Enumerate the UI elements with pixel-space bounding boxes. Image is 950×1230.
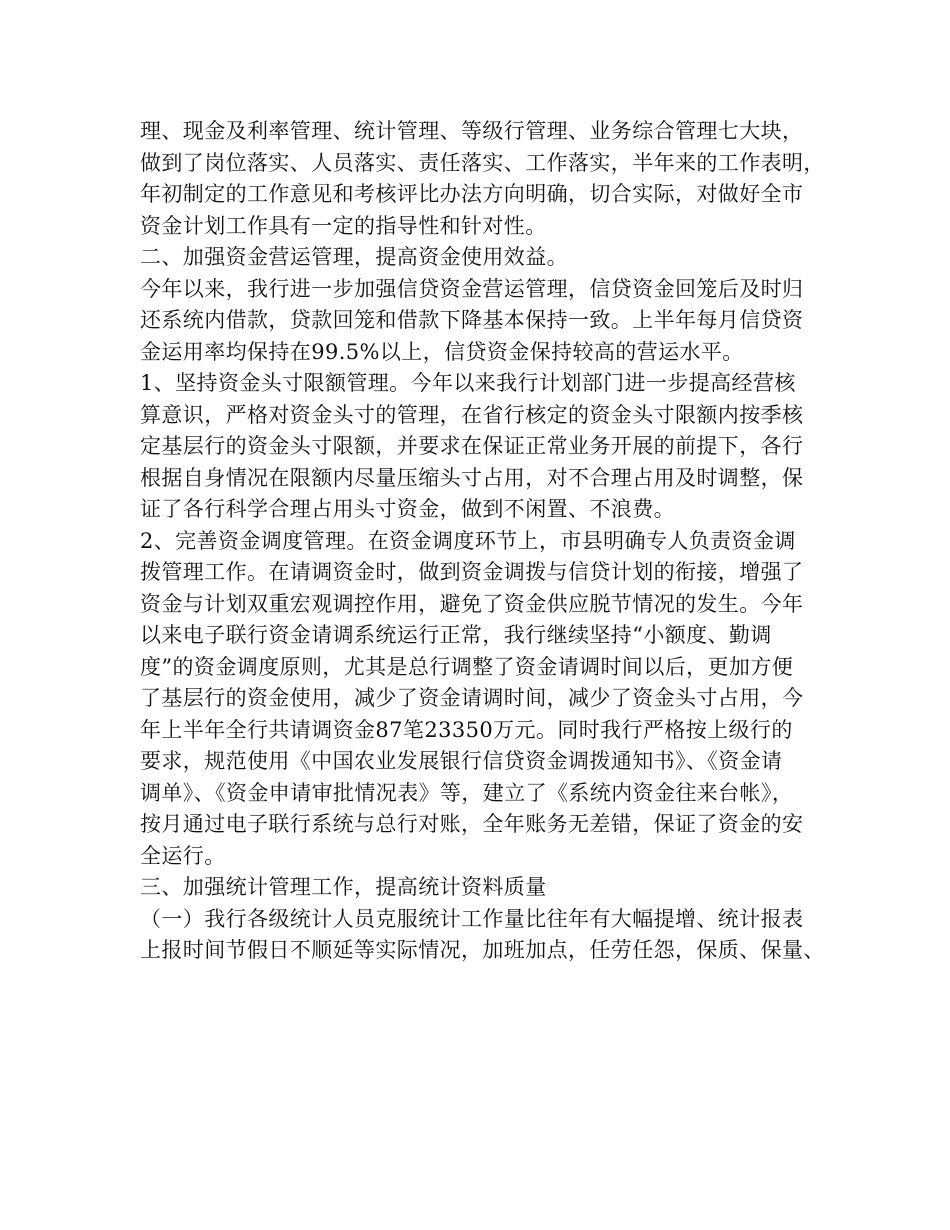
section-heading: 三、加强统计管理工作，提高统计资料质量 [140,875,547,899]
text-line: 资金计划工作具有一定的指导性和针对性。 [140,213,547,238]
text-line: 拨管理工作。在请调资金时，做到资金调拨与信贷计划的衔接，增强了 [140,560,804,584]
text-line: 要求，规范使用《中国农业发展银行信贷资金调拨通知书》、《资金请 [140,749,783,773]
text-line: 全运行。 [140,843,226,868]
text-line: 年上半年全行共请调资金87笔23350万元。同时我行严格按上级行的 [140,717,793,742]
text-line: 调单》、《资金申请审批情况表》等，建立了《系统内资金往来台帐》， [140,780,794,805]
text-line: 算意识，严格对资金头寸的管理，在省行核定的资金头寸限额内按季核 [140,402,804,427]
text-line: 以来电子联行资金请调系统运行正常，我行继续坚持“小额度、勤调 [140,623,772,647]
text-line: 年初制定的工作意见和考核评比办法方向明确，切合实际，对做好全市 [140,182,804,206]
text-line: 金运用率均保持在99.5%以上，信贷资金保持较高的营运水平。 [140,339,744,364]
text-line: 今年以来，我行进一步加强信贷资金营运管理，信贷资金回笼后及时归 [140,276,804,301]
text-line: 做到了岗位落实、人员落实、责任落实、工作落实，半年来的工作表明， [140,150,825,175]
text-line: 上报时间节假日不顺延等实际情况，加班加点，任劳任怨，保质、保量、 [140,938,825,962]
text-line: 资金与计划双重宏观调控作用，避免了资金供应脱节情况的发生。今年 [140,591,804,616]
text-line: 2、完善资金调度管理。在资金调度环节上，市县明确专人负责资金调 [140,528,796,553]
text-line: 1、坚持资金头寸限额管理。今年以来我行计划部门进一步提高经营核 [140,371,796,395]
text-line: 还系统内借款，贷款回笼和借款下降基本保持一致。上半年每月信贷资 [140,308,804,332]
text-line: 理、现金及利率管理、统计管理、等级行管理、业务综合管理七大块， [140,119,804,143]
document-body [140,116,830,967]
text-line: 了基层行的资金使用，减少了资金请调时间，减少了资金头寸占用，今 [140,686,804,710]
text-line: 按月通过电子联行系统与总行对账，全年账务无差错，保证了资金的安 [140,812,804,836]
text-line: 定基层行的资金头寸限额，并要求在保证正常业务开展的前提下，各行 [140,434,804,458]
text-line: 根据自身情况在限额内尽量压缩头寸占用，对不合理占用及时调整，保 [140,465,804,490]
text-line: 度”的资金调度原则，尤其是总行调整了资金请调时间以后，更加方便 [140,654,794,679]
section-heading: 二、加强资金营运管理，提高资金使用效益。 [140,245,568,269]
text-line: 证了各行科学合理占用头寸资金，做到不闲置、不浪费。 [140,497,675,521]
text-line: （一）我行各级统计人员克服统计工作量比往年有大幅提增、统计报表 [140,906,804,931]
